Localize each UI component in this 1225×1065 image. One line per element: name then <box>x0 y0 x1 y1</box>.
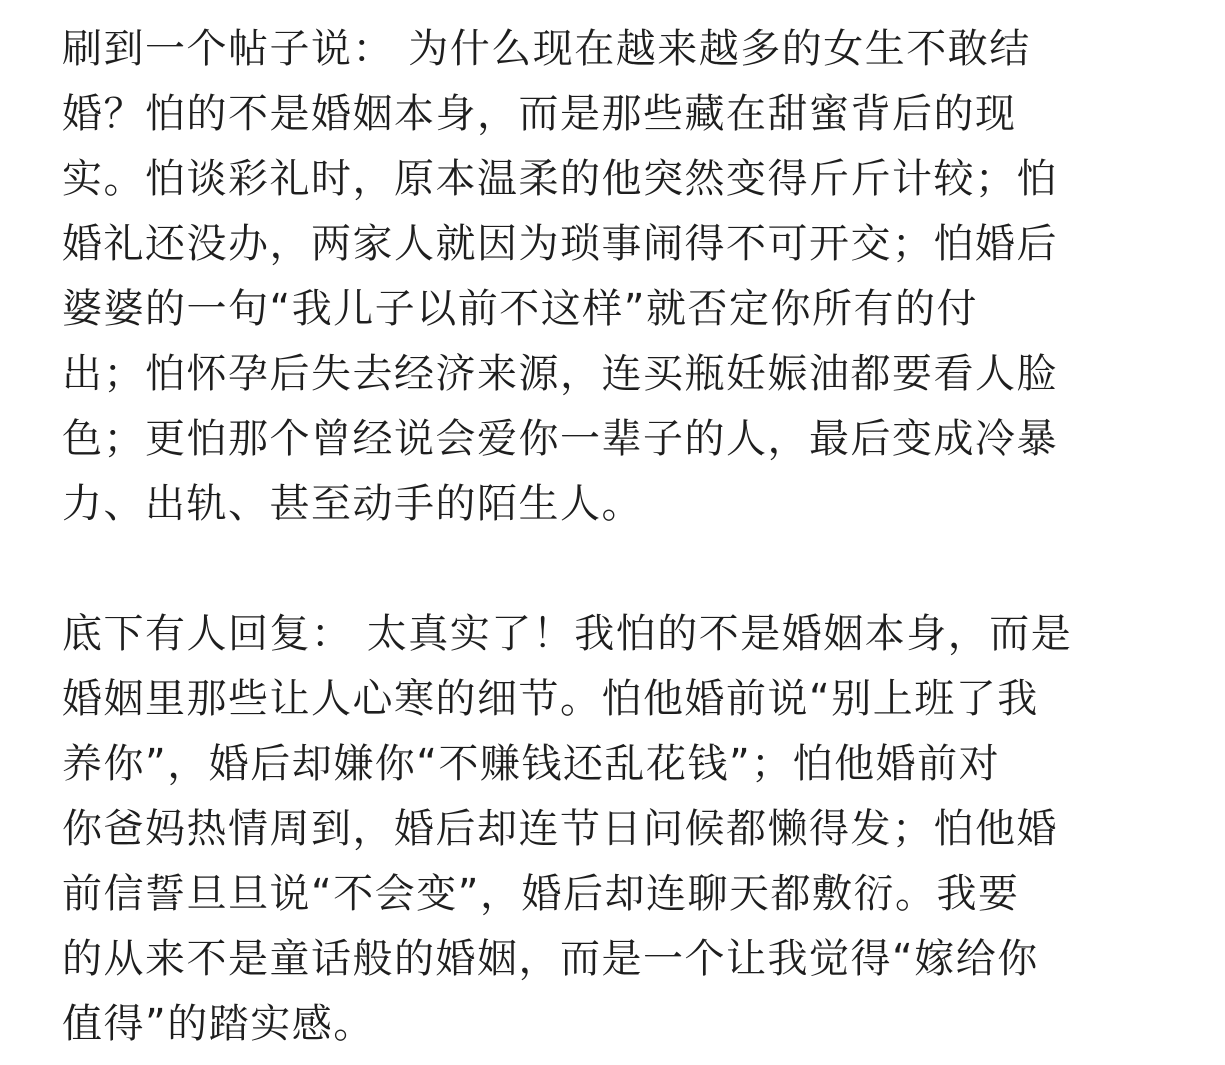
text-line: 婆婆的一句“我儿子以前不这样”就否定你所有的付 <box>62 286 978 332</box>
reply-paragraph <box>62 602 1092 1057</box>
text-line: 你爸妈热情周到，婚后却连节日问候都懒得发；怕他婚 <box>62 806 1058 852</box>
text-line: 的从来不是童话般的婚姻，而是一个让我觉得“嫁给你 <box>62 936 1039 982</box>
paragraph-spacer <box>62 537 1225 602</box>
text-line: 婚礼还没办，两家人就因为琐事闹得不可开交；怕婚后 <box>62 221 1058 267</box>
text-line: 出；怕怀孕后失去经济来源，连买瓶妊娠油都要看人脸 <box>62 351 1058 397</box>
text-line: 实。怕谈彩礼时，原本温柔的他突然变得斤斤计较；怕 <box>62 156 1058 202</box>
text-line: 值得”的踏实感。 <box>62 1001 375 1047</box>
text-line: 底下有人回复： 太真实了！我怕的不是婚姻本身，而是 <box>62 611 1073 657</box>
text-line: 婚姻里那些让人心寒的细节。怕他婚前说“别上班了我 <box>62 676 1039 722</box>
text-line: 色；更怕那个曾经说会爱你一辈子的人，最后变成冷暴 <box>62 416 1058 462</box>
text-line: 力、出轨、甚至动手的陌生人。 <box>62 481 643 527</box>
text-line: 前信誓旦旦说“不会变”，婚后却连聊天都敷衍。我要 <box>62 871 1020 917</box>
text-line: 刷到一个帖子说： 为什么现在越来越多的女生不敢结 <box>62 26 1031 72</box>
text-line: 养你”，婚后却嫌你“不赚钱还乱花钱”；怕他婚前对 <box>62 741 1001 787</box>
text-line: 婚？怕的不是婚姻本身，而是那些藏在甜蜜背后的现 <box>62 91 1017 137</box>
post-paragraph <box>62 17 1092 537</box>
